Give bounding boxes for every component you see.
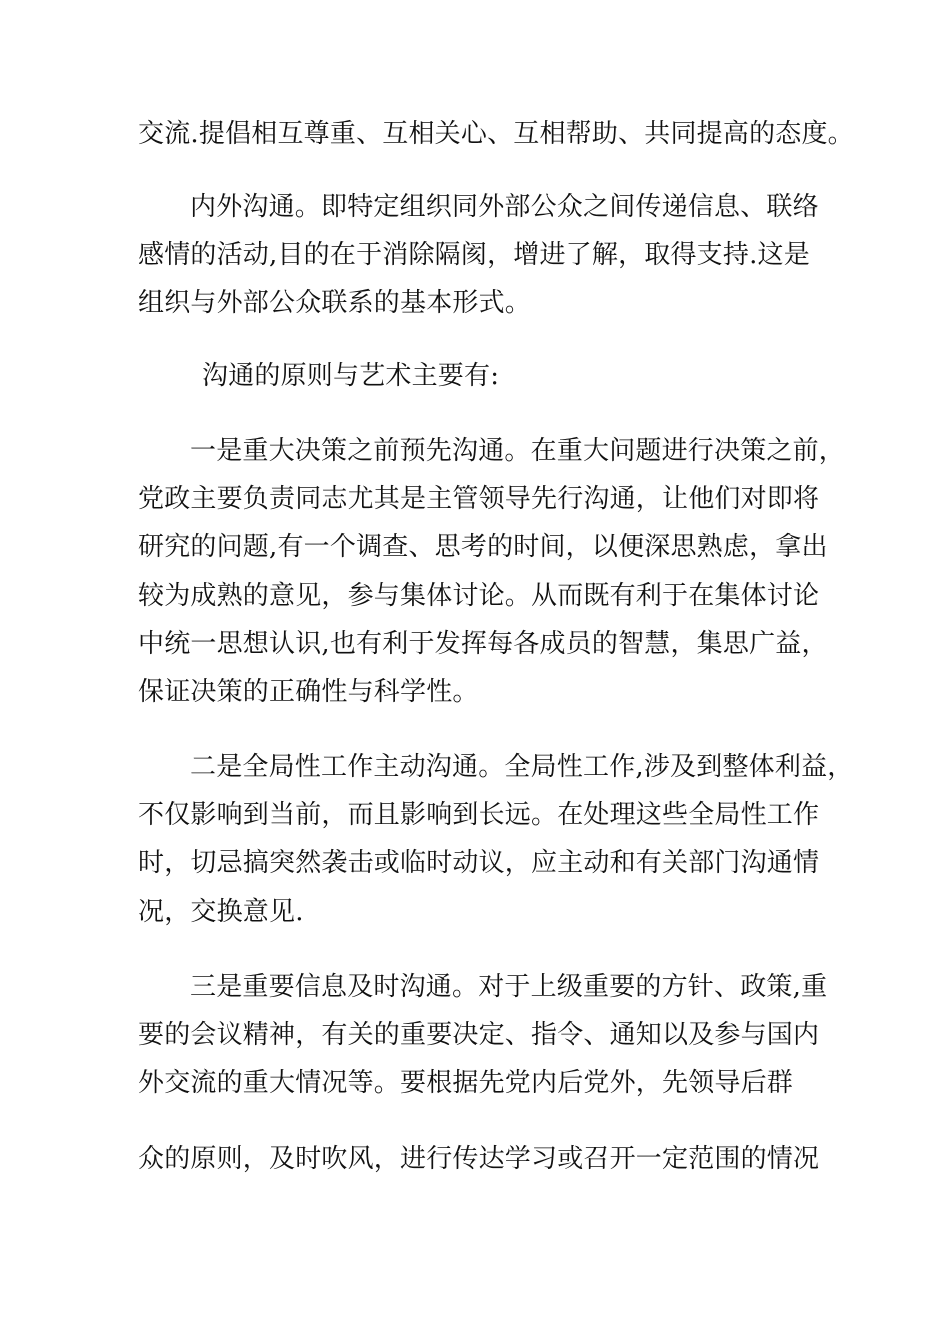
paragraph-1-line-2: 感情的活动,目的在于消除隔阂，增进了解，取得支持.这是	[138, 240, 810, 270]
paragraph-4-line-3: 时，切忌搞突然袭击或临时动议，应主动和有关部门沟通情	[138, 848, 820, 878]
paragraph-5-line-4: 众的原则，及时吹风，进行传达学习或召开一定范围的情况	[138, 1144, 820, 1174]
paragraph-3-line-3: 研究的问题,有一个调查、思考的时间，以便深思熟虑，拿出	[138, 532, 828, 562]
paragraph-3-line-5: 中统一思想认识,也有利于发挥每各成员的智慧，集思广益，	[138, 629, 828, 659]
paragraph-3-line-1: 一是重大决策之前预先沟通。在重大问题进行决策之前，	[190, 436, 846, 466]
paragraph-3-line-4: 较为成熟的意见，参与集体讨论。从而既有利于在集体讨论	[138, 581, 820, 611]
paragraph-5-line-1: 三是重要信息及时沟通。对于上级重要的方针、政策,重	[190, 972, 828, 1002]
paragraph-4-line-2: 不仅影响到当前，而且影响到长远。在处理这些全局性工作	[138, 800, 820, 830]
paragraph-4-line-4: 况，交换意见.	[138, 897, 304, 927]
paragraph-0-line-1: 交流.提倡相互尊重、互相关心、互相帮助、共同提高的态度。	[138, 119, 854, 149]
paragraph-3-line-6: 保证决策的正确性与科学性。	[138, 677, 479, 707]
paragraph-2-line-1: 沟通的原则与艺术主要有:	[202, 361, 500, 391]
paragraph-5-line-2: 要的会议精神，有关的重要决定、指令、通知以及参与国内	[138, 1020, 820, 1050]
paragraph-1-line-1: 内外沟通。即特定组织同外部公众之间传递信息、联络	[190, 192, 819, 222]
paragraph-5-line-3: 外交流的重大情况等。要根据先党内后党外，先领导后群	[138, 1068, 794, 1098]
paragraph-4-line-1: 二是全局性工作主动沟通。全局性工作,涉及到整体利益，	[190, 752, 854, 782]
paragraph-1-line-3: 组织与外部公众联系的基本形式。	[138, 288, 532, 318]
paragraph-3-line-2: 党政主要负责同志尤其是主管领导先行沟通，让他们对即将	[138, 484, 820, 514]
